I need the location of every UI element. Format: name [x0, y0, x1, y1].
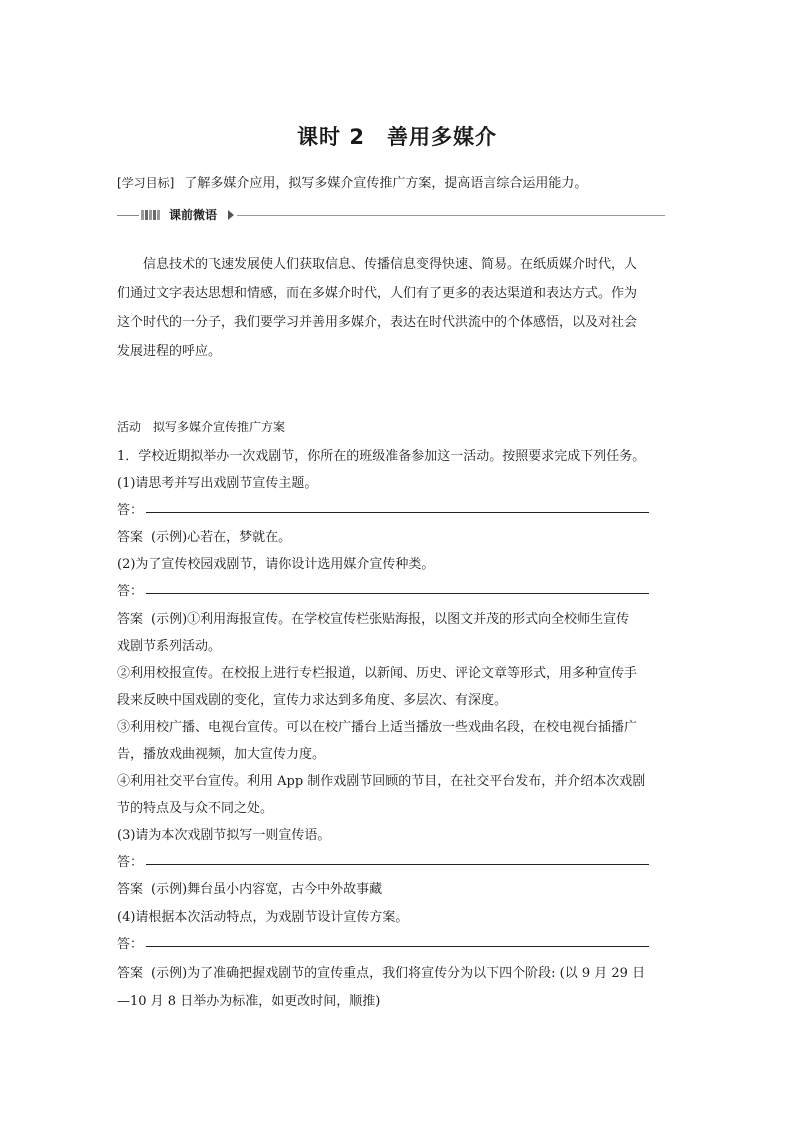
answer-underline — [146, 864, 649, 865]
answer-text: ③利用校广播、电视台宣传。可以在校广播台上适当播放一些戏曲名段，在校电视台插播广 — [117, 720, 638, 735]
answer-block — [117, 962, 645, 981]
answer-text: 段来反映中国戏剧的变化，宣传力求达到多角度、多层次、有深度。 — [117, 693, 508, 708]
activity-heading: 活动 拟写多媒介宣传推广方案 — [117, 420, 286, 434]
section-header — [117, 206, 665, 224]
section-header-left-rule — [117, 215, 139, 216]
answer-text: ④利用社交平台宣传。利用 App 制作戏剧节回顾的节目，在社交平台发布，并介绍本次戏剧 — [117, 774, 646, 789]
intro-line: 信息技术的飞速发展使人们获取信息、传播信息变得快速、简易。在纸质媒介时代，人 — [143, 257, 638, 272]
answer-blank[interactable] — [117, 851, 143, 870]
question-intro: 1．学校近期拟举办一次戏剧节，你所在的班级准备参加这一活动。按照要求完成下列任务。 — [117, 449, 646, 464]
intro-line: 们通过文字表达思想和情感，而在多媒介时代，人们有了更多的表达渠道和表达方式。作为 — [117, 286, 638, 301]
task-prompt: (3)请为本次戏剧节拟写一则宣传语。 — [117, 828, 331, 843]
answer-text: 告，播放戏曲视频，加大宣传力度。 — [117, 747, 326, 762]
answer-label: 答案 — [117, 966, 144, 981]
section-header-right-rule — [237, 215, 665, 216]
page-title: 课时 2 善用多媒介 — [297, 125, 497, 149]
answer-label: 答案 — [117, 882, 144, 897]
answer-underline — [146, 946, 649, 947]
intro-line: 发展进程的呼应。 — [117, 344, 222, 359]
answer-text: 戏剧节系列活动。 — [117, 639, 222, 654]
answer-text: (示例)心若在，梦就在。 — [151, 530, 292, 545]
answer-text: —10 月 8 日举办为标准，如更改时间，顺推) — [117, 994, 381, 1009]
answer-prefix: 答： — [117, 855, 144, 870]
task-prompt: (1)请思考并写出戏剧节宣传主题。 — [117, 476, 318, 491]
answer-label: 答案 — [117, 530, 144, 545]
answer-text: ②利用校报宣传。在校报上进行专栏报道，以新闻、历史、评论文章等形式，用多种宣传手 — [117, 666, 638, 681]
intro-paragraph — [117, 250, 679, 366]
answer-block — [117, 608, 629, 627]
answer-prefix: 答： — [117, 937, 144, 952]
section-header-label: 课前微语 — [169, 208, 218, 222]
answer-block — [117, 526, 291, 545]
answer-prefix: 答： — [117, 503, 144, 518]
answer-label: 答案 — [117, 612, 144, 627]
answer-underline — [146, 593, 649, 594]
objective-text: 了解多媒介应用，拟写多媒介宣传推广方案，提高语言综合运用能力。 — [184, 176, 588, 191]
answer-prefix: 答： — [117, 584, 144, 599]
answer-text: (示例)舞台虽小内容宽，古今中外故事藏 — [151, 882, 383, 897]
answer-blank[interactable] — [117, 580, 143, 599]
learning-objective — [117, 172, 587, 191]
section-header-blocks — [141, 210, 161, 229]
answer-text: (示例)①利用海报宣传。在学校宣传栏张贴海报，以图文并茂的形式向全校师生宣传 — [151, 612, 630, 627]
intro-line: 这个时代的一分子，我们要学习并善用多媒介，表达在时代洪流中的个体感悟，以及对社会 — [117, 315, 638, 330]
answer-block — [117, 878, 382, 897]
answer-text: 节的特点及与众不同之处。 — [117, 801, 274, 816]
objective-tag: [学习目标] — [117, 176, 175, 190]
answer-text: (示例)为了准确把握戏剧节的宣传重点，我们将宣传分为以下四个阶段: (以 9 月 29 日 — [151, 966, 646, 981]
answer-blank[interactable] — [117, 933, 143, 952]
section-arrow-icon — [228, 210, 234, 220]
answer-blank[interactable] — [117, 499, 143, 518]
answer-underline — [146, 512, 649, 513]
task-prompt: (2)为了宣传校园戏剧节，请你设计选用媒介宣传种类。 — [117, 557, 435, 572]
task-prompt: (4)请根据本次活动特点，为戏剧节设计宣传方案。 — [117, 910, 409, 925]
